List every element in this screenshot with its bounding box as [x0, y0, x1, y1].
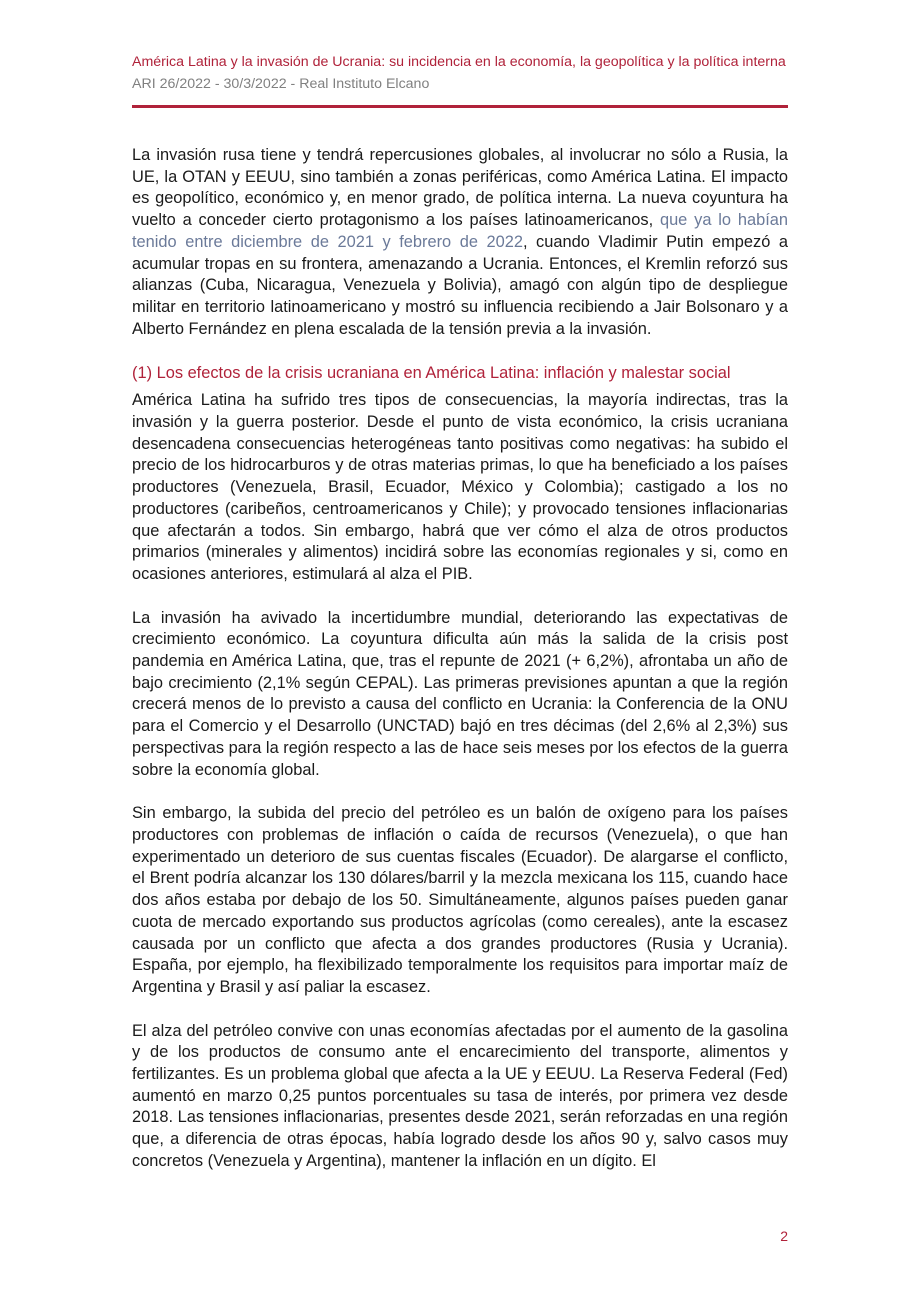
- header-divider: [132, 105, 788, 108]
- page-header: [132, 52, 792, 94]
- paragraph-uncertainty: La invasión ha avivado la incertidumbre mundial, deteriorando las expectativas de crecimiento económico. La coyuntura dificulta aún más la salida de la crisis post pandemia en América Latina, que, tras el repunte de 2021 (+ 6,2%), afrontaba un año de bajo crecimiento (2,1% según CEPAL). Las primeras previsiones apuntan a que la región crecerá menos de lo previsto a causa del conflicto en Ucrania: la Conferencia de la ONU para el Comercio y el Desarrollo (UNCTAD) bajó en tres décimas (del 2,6% al 2,3%) sus perspectivas para la región respecto a las de hace seis meses por los efectos de la guerra sobre la economía global.: [132, 608, 788, 779]
- section-heading: (1) Los efectos de la crisis ucraniana en América Latina: inflación y malestar social: [132, 364, 731, 383]
- page-number: 2: [780, 1228, 788, 1244]
- paragraph-inflation: El alza del petróleo convive con unas economías afectadas por el aumento de la gasolina y de los productos de consumo ante el encarecimiento del transporte, alimentos y fertilizantes. Es un problema global que afecta a la UE y EEUU. La Reserva Federal (Fed) aumentó en marzo 0,25 puntos porcentuales su tasa de interés, por primera vez desde 2018. Las tensiones inflacionarias, presentes desde 2021, serán reforzadas en una región que, a diferencia de otras épocas, había logrado desde los años 90 y, salvo casos muy concretos (Venezuela y Argentina), mantener la inflación en un dígito. El: [132, 1021, 788, 1170]
- inline-link[interactable]: que ya lo habían tenido entre diciembre de 2021 y febrero de 2022: [132, 211, 788, 251]
- document-title: América Latina y la invasión de Ucrania: su incidencia en la economía, la geopolítica y la política interna: [132, 54, 786, 70]
- paragraph-intro-text-a: La invasión rusa tiene y tendrá repercusiones globales, al involucrar no sólo a Rusia, la UE, la OTAN y EEUU, sino también a zonas periféricas, como América Latina. El impacto es geopolítico, económico y, en menor grado, de política interna. La nueva coyuntura ha vuelto a conceder cierto protagonismo a los países latinoamericanos,: [132, 146, 788, 230]
- document-body: [132, 145, 788, 1195]
- paragraph-oil-prices: Sin embargo, la subida del precio del petróleo es un balón de oxígeno para los países productores con problemas de inflación o caída de recursos (Venezuela), o que han experimentado un deterioro de sus cuentas fiscales (Ecuador). De alargarse el conflicto, el Brent podría alcanzar los 130 dólares/barril y la mezcla mexicana los 115, cuando hace dos años estaba por debajo de los 50. Simultáneamente, algunos países pueden ganar cuota de mercado exportando sus productos agrícolas (como cereales), ante la escasez causada por un conflicto que afecta a dos grandes productores (Rusia y Ucrania). España, por ejemplo, ha flexibilizado temporalmente los requisitos para importar maíz de Argentina y Brasil y así paliar la escasez.: [132, 804, 788, 996]
- document-reference: ARI 26/2022 - 30/3/2022 - Real Instituto Elcano: [132, 76, 430, 92]
- paragraph-intro: [132, 145, 788, 340]
- paragraph-consequences: América Latina ha sufrido tres tipos de consecuencias, la mayoría indirectas, tras la invasión y la guerra posterior. Desde el punto de vista económico, la crisis ucraniana desencadena consecuencias heterogéneas tanto positivas como negativas: ha subido el precio de los hidrocarburos y de otras materias primas, lo que ha beneficiado a los países productores (Venezuela, Brasil, Ecuador, México y Colombia); castigado a los no productores (caribeños, centroamericanos y Chile); y provocado tensiones inflacionarias que afectarán a todos. Sin embargo, habrá que ver cómo el alza de otros productos primarios (minerales y alimentos) incidirá sobre las economías regionales y si, como en ocasiones anteriores, estimulará al alza el PIB.: [132, 391, 788, 583]
- paragraph-intro-text-b: , cuando Vladimir Putin empezó a acumular tropas en su frontera, amenazando a Ucrania. Entonces, el Kremlin reforzó sus alianzas (Cuba, Nicaragua, Venezuela y Bolivia), amagó con algún tipo de despliegue militar en territorio latinoamericano y mostró su influencia recibiendo a Jair Bolsonaro y a Alberto Fernández en plena escalada de la tensión previa a la invasión.: [132, 232, 788, 338]
